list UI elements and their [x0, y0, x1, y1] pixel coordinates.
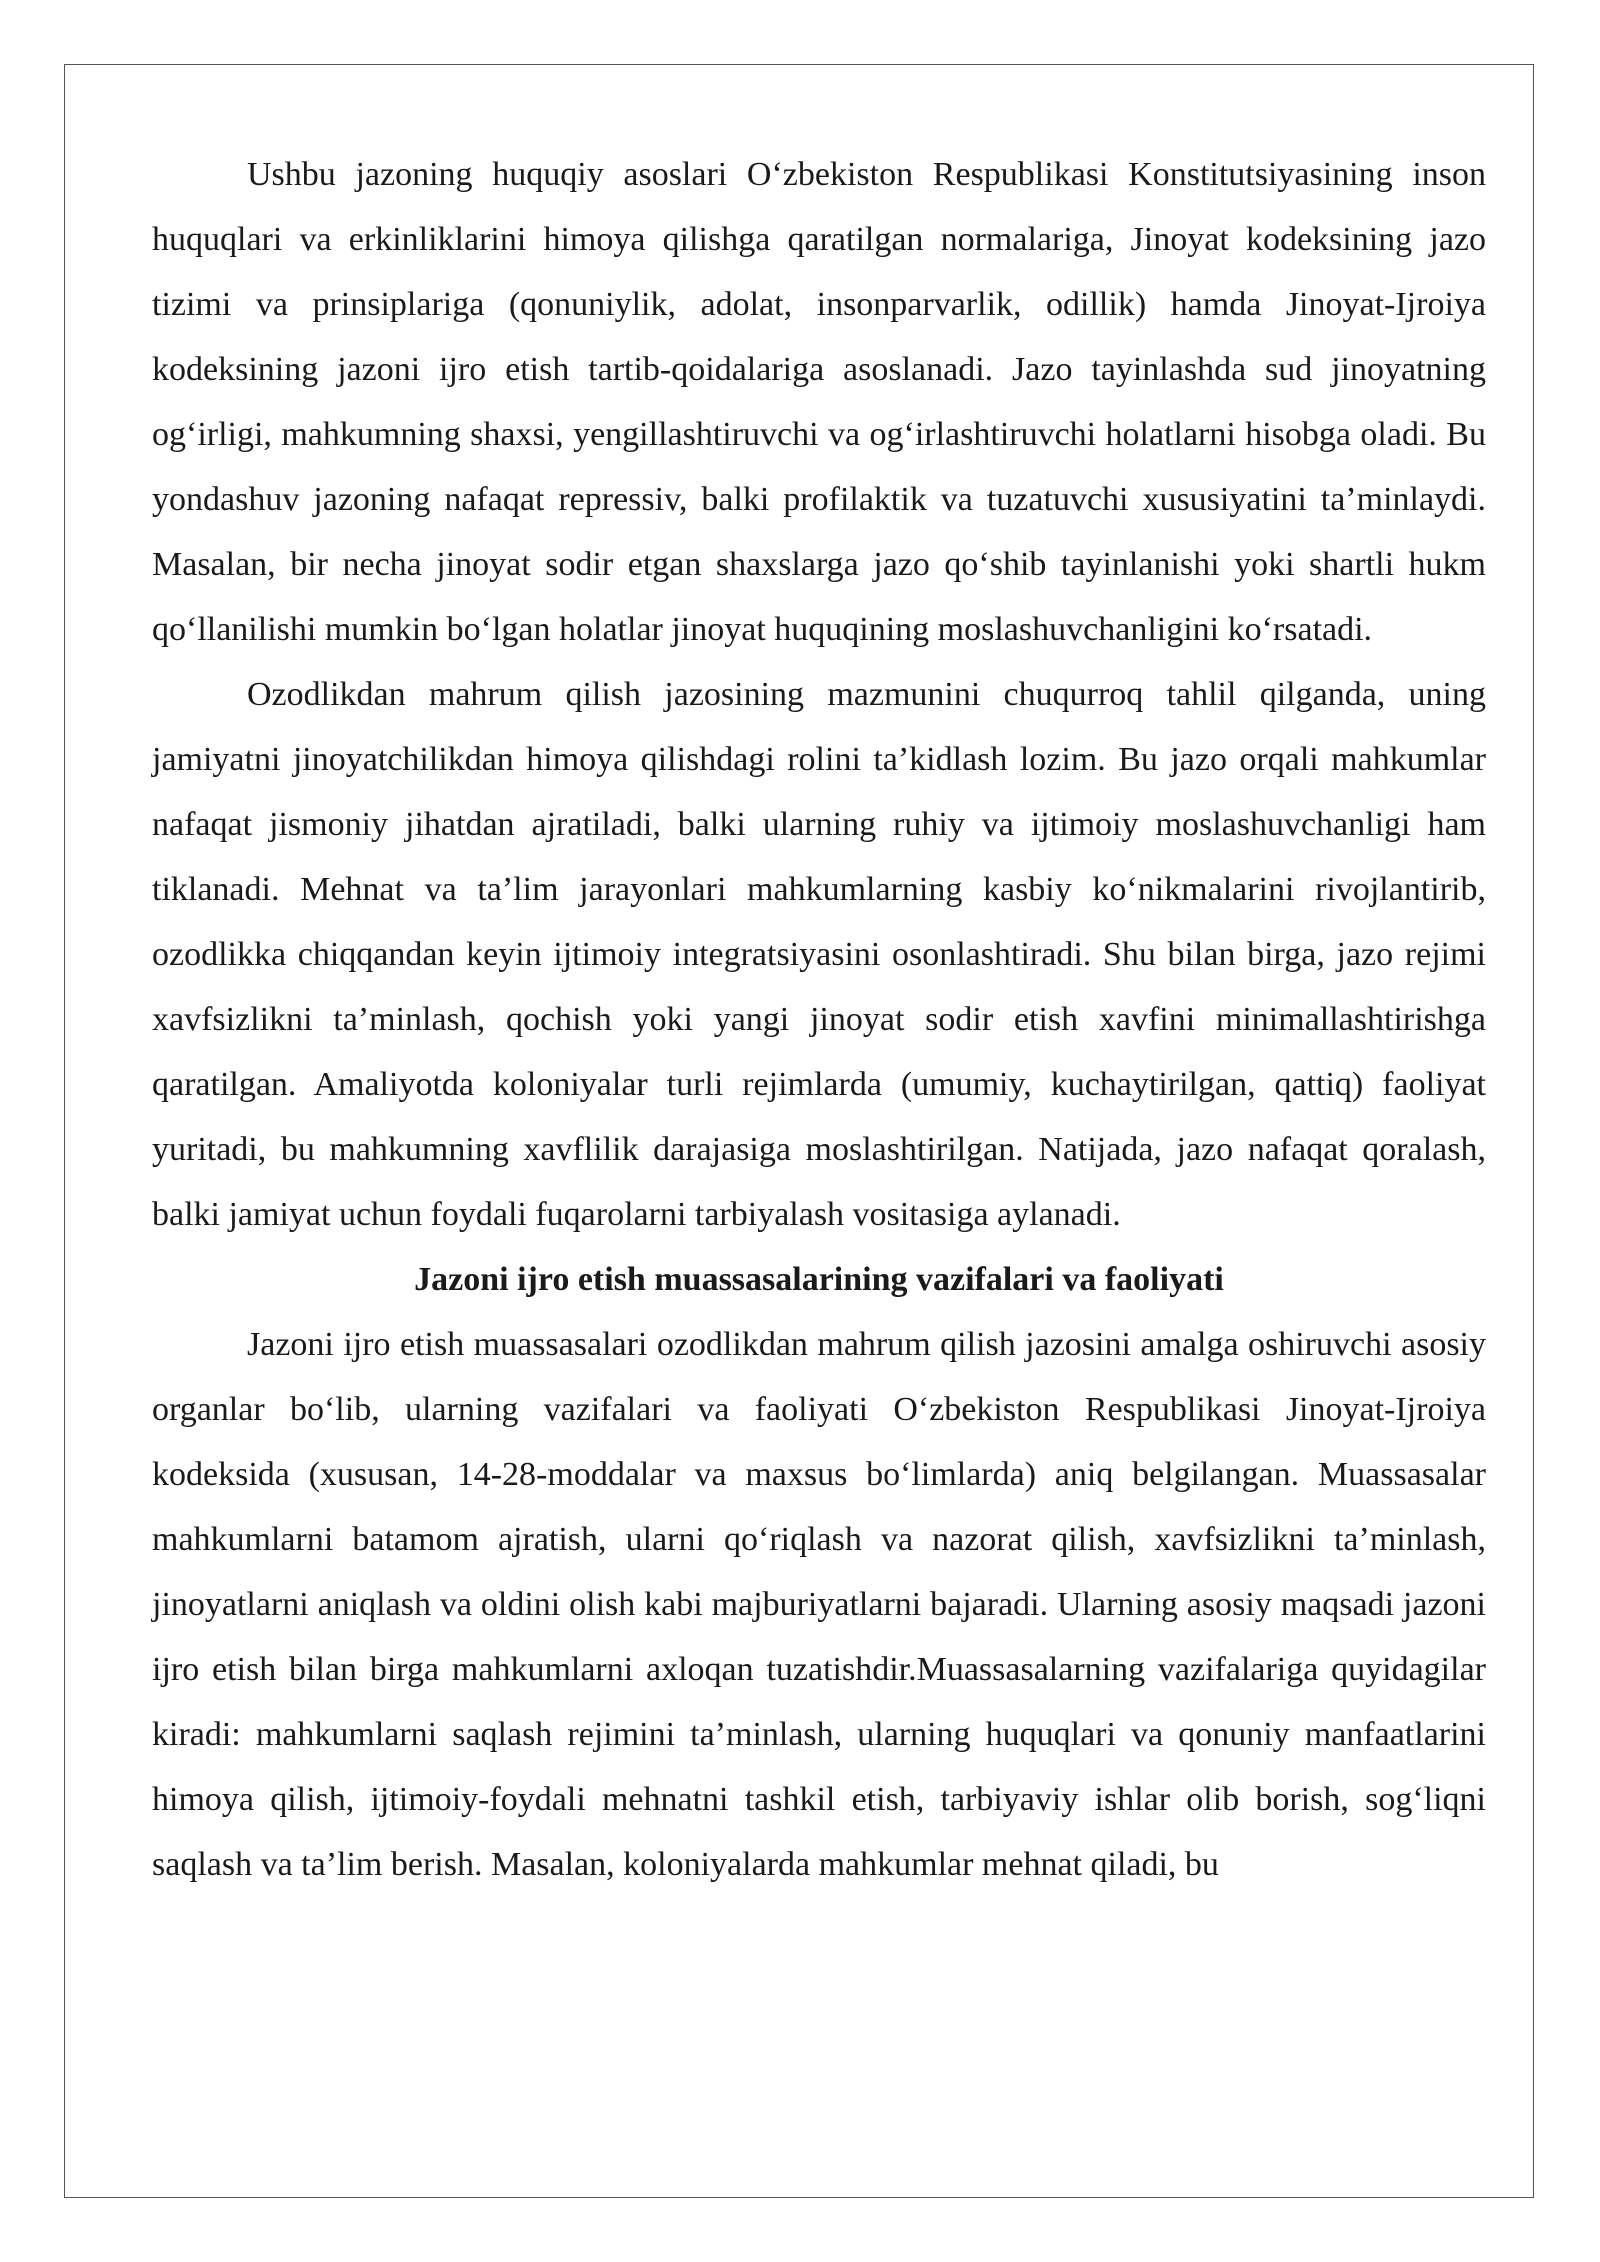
paragraph-institutions: Jazoni ijro etish muassasalari ozodlikdan mahrum qilish jazosini amalga oshiruvchi asosiy organlar bo‘lib, ularning vazifalari va faoliyati O‘zbekiston Respublikasi Jinoyat-Ijroiya kodeksida (xususan, 14-28-moddalar va maxsus bo‘limlarda) aniq belgilangan. Muassasalar mahkumlarni batamom ajratish, ularni qo‘riqlash va nazorat qilish, xavfsizlikni ta’minlash, jinoyatlarni aniqlash va oldini olish kabi majburiyatlarni bajaradi. Ularning asosiy maqsadi jazoni ijro etish bilan birga mahkumlarni axloqan tuzatishdir.Muassasalarning vazifalariga quyidagilar kiradi: mahkumlarni saqlash rejimini ta’minlash, ularning huquqlari va qonuniy manfaatlarini himoya qilish, ijtimoiy-foydali mehnatni tashkil etish, tarbiyaviy ishlar olib borish, sog‘liqni saqlash va ta’lim berish. Masalan, koloniyalarda mahkumlar mehnat qiladi, bu	[152, 1326, 1486, 1883]
paragraph-legal-basis: Ushbu jazoning huquqiy asoslari O‘zbekiston Respublikasi Konstitutsiyasining inson huquqlari va erkinliklarini himoya qilishga qaratilgan normalariga, Jinoyat kodeksining jazo tizimi va prinsiplariga (qonuniylik, adolat, insonparvarlik, odillik) hamda Jinoyat-Ijroiya kodeksining jazoni ijro etish tartib-qoidalariga asoslanadi. Jazo tayinlashda sud jinoyatning og‘irligi, mahkumning shaxsi, yengillashtiruvchi va og‘irlashtiruvchi holatlarni hisobga oladi. Bu yondashuv jazoning nafaqat repressiv, balki profilaktik va tuzatuvchi xususiyatini ta’minlaydi. Masalan, bir necha jinoyat sodir etgan shaxslarga jazo qo‘shib tayinlanishi yoki shartli hukm qo‘llanilishi mumkin bo‘lgan holatlar jinoyat huquqining moslashuvchanligini ko‘rsatadi.	[152, 156, 1486, 648]
paragraph-deprivation-of-liberty: Ozodlikdan mahrum qilish jazosining mazmunini chuqurroq tahlil qilganda, uning jamiyatni jinoyatchilikdan himoya qilishdagi rolini ta’kidlash lozim. Bu jazo orqali mahkumlar nafaqat jismoniy jihatdan ajratiladi, balki ularning ruhiy va ijtimoiy moslashuvchanligi ham tiklanadi. Mehnat va ta’lim jarayonlari mahkumlarning kasbiy ko‘nikmalarini rivojlantirib, ozodlikka chiqqandan keyin ijtimoiy integratsiyasini osonlashtiradi. Shu bilan birga, jazo rejimi xavfsizlikni ta’minlash, qochish yoki yangi jinoyat sodir etish xavfini minimallashtirishga qaratilgan. Amaliyotda koloniyalar turli rejimlarda (umumiy, kuchaytirilgan, qattiq) faoliyat yuritadi, bu mahkumning xavflilik darajasiga moslashtirilgan. Natijada, jazo nafaqat qoralash, balki jamiyat uchun foydali fuqarolarni tarbiyalash vositasiga aylanadi.	[152, 676, 1486, 1233]
section-heading: Jazoni ijro etish muassasalarining vazifalari va faoliyati	[414, 1261, 1224, 1298]
document-body	[152, 142, 1486, 1897]
